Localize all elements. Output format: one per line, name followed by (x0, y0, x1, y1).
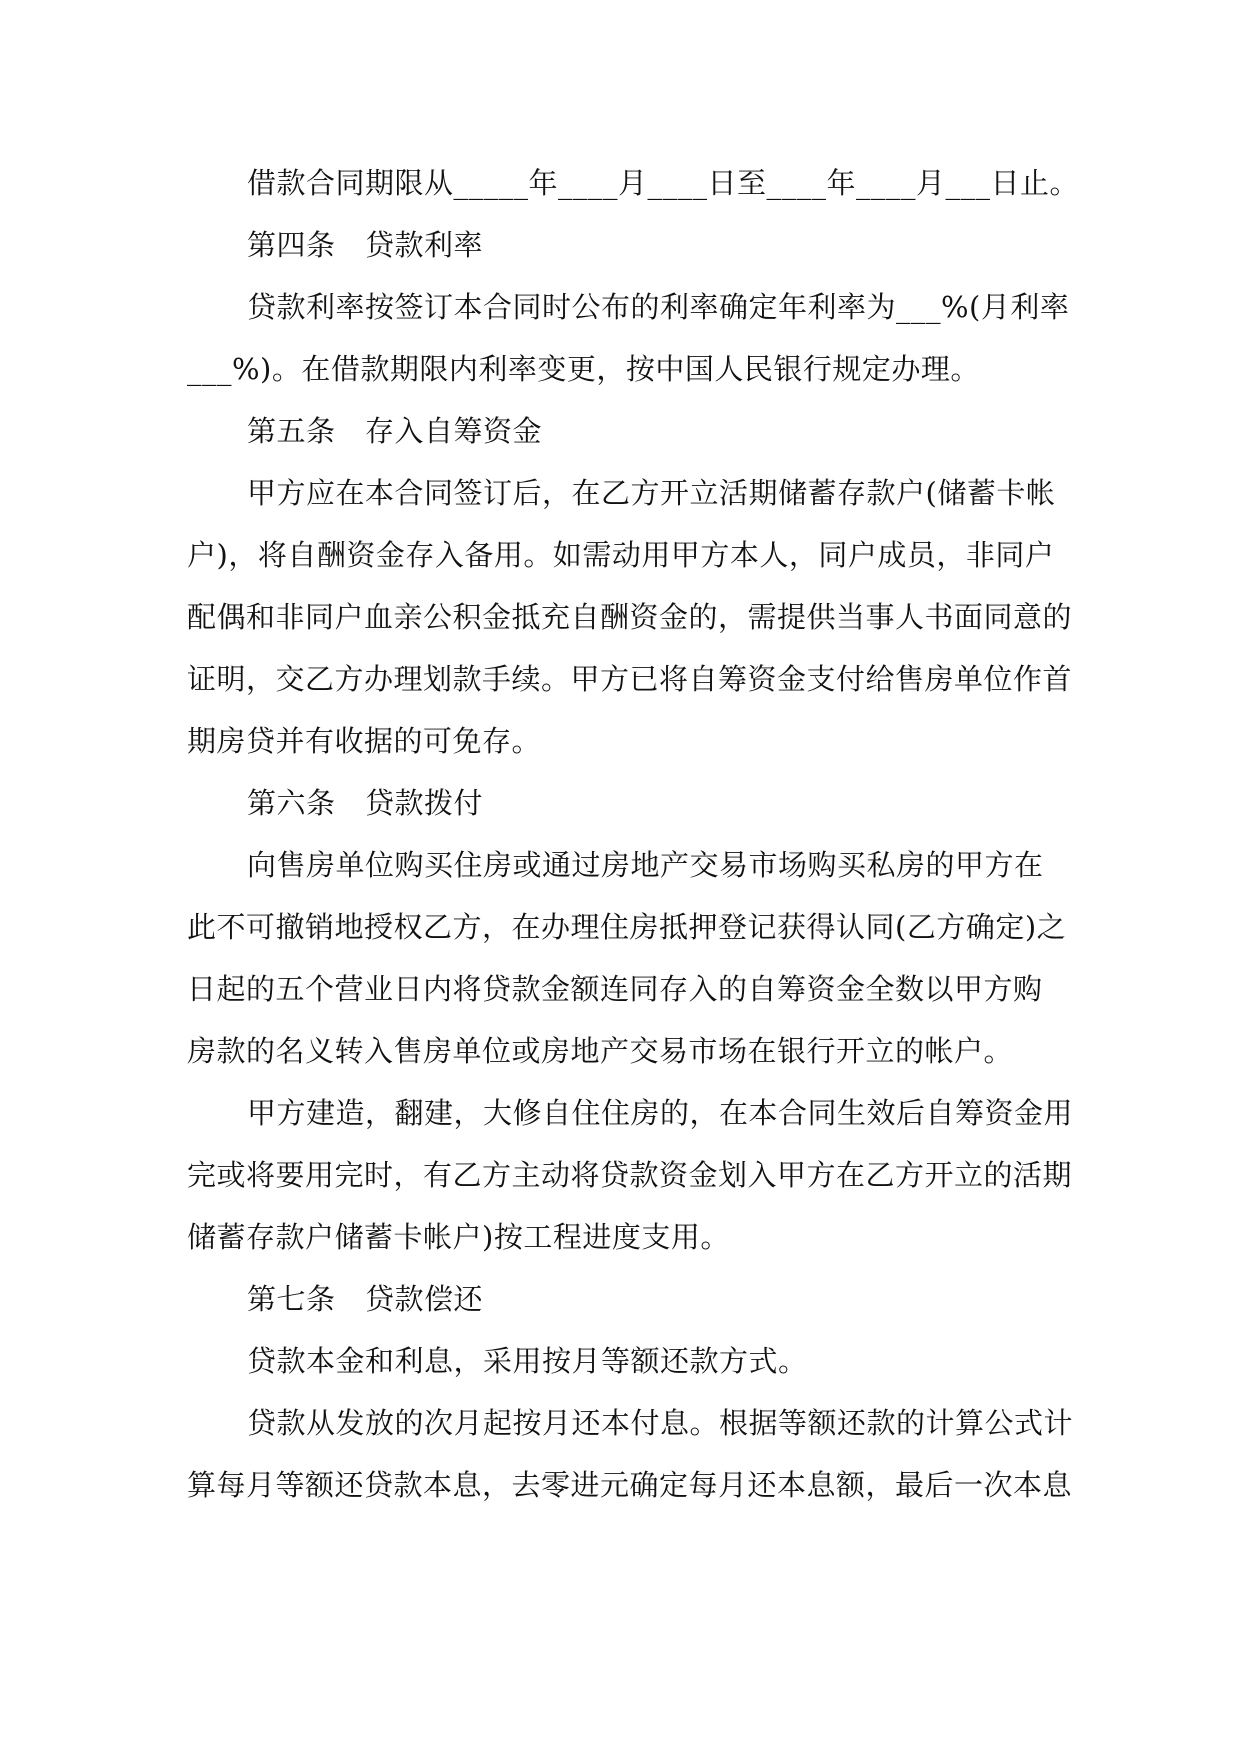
paragraph-line: 日起的五个营业日内将贷款金额连同存入的自筹资金全数以甲方购 (187, 972, 1043, 1006)
paragraph-line: 甲方应在本合同签订后，在乙方开立活期储蓄存款户(储蓄卡帐 (247, 476, 1056, 510)
paragraph-line: 借款合同期限从_____年____月____日至____年____月___日止。 (247, 166, 1080, 200)
paragraph-line: 户)，将自酬资金存入备用。如需动用甲方本人，同户成员，非同户 (187, 538, 1055, 572)
article-heading: 第六条 贷款拨付 (247, 786, 484, 820)
paragraph-line: 向售房单位购买住房或通过房地产交易市场购买私房的甲方在 (247, 848, 1044, 882)
paragraph-line: 完或将要用完时，有乙方主动将贷款资金划入甲方在乙方开立的活期 (187, 1158, 1073, 1192)
paragraph-line: 储蓄存款户储蓄卡帐户)按工程进度支用。 (187, 1220, 730, 1254)
paragraph-line: 期房贷并有收据的可免存。 (187, 724, 542, 758)
document-body (187, 152, 1080, 1516)
paragraph-line: 此不可撤销地授权乙方，在办理住房抵押登记获得认同(乙方确定)之 (187, 910, 1067, 944)
paragraph-line: 房款的名义转入售房单位或房地产交易市场在银行开立的帐户。 (187, 1034, 1014, 1068)
article-heading: 第四条 贷款利率 (247, 228, 484, 262)
paragraph-line: 甲方建造，翻建，大修自住住房的，在本合同生效后自筹资金用 (247, 1096, 1074, 1130)
paragraph-line: ___%)。在借款期限内利率变更，按中国人民银行规定办理。 (187, 352, 980, 386)
paragraph-line: 贷款利率按签订本合同时公布的利率确定年利率为___%(月利率 (247, 290, 1070, 324)
paragraph-line: 证明，交乙方办理划款手续。甲方已将自筹资金支付给售房单位作首 (187, 662, 1073, 696)
article-heading: 第七条 贷款偿还 (247, 1282, 484, 1316)
paragraph-line: 算每月等额还贷款本息，去零进元确定每月还本息额，最后一次本息 (187, 1468, 1073, 1502)
paragraph-line: 配偶和非同户血亲公积金抵充自酬资金的，需提供当事人书面同意的 (187, 600, 1073, 634)
paragraph-line: 贷款从发放的次月起按月还本付息。根据等额还款的计算公式计 (247, 1406, 1074, 1440)
article-heading: 第五条 存入自筹资金 (247, 414, 543, 448)
paragraph-line: 贷款本金和利息，采用按月等额还款方式。 (247, 1344, 808, 1378)
